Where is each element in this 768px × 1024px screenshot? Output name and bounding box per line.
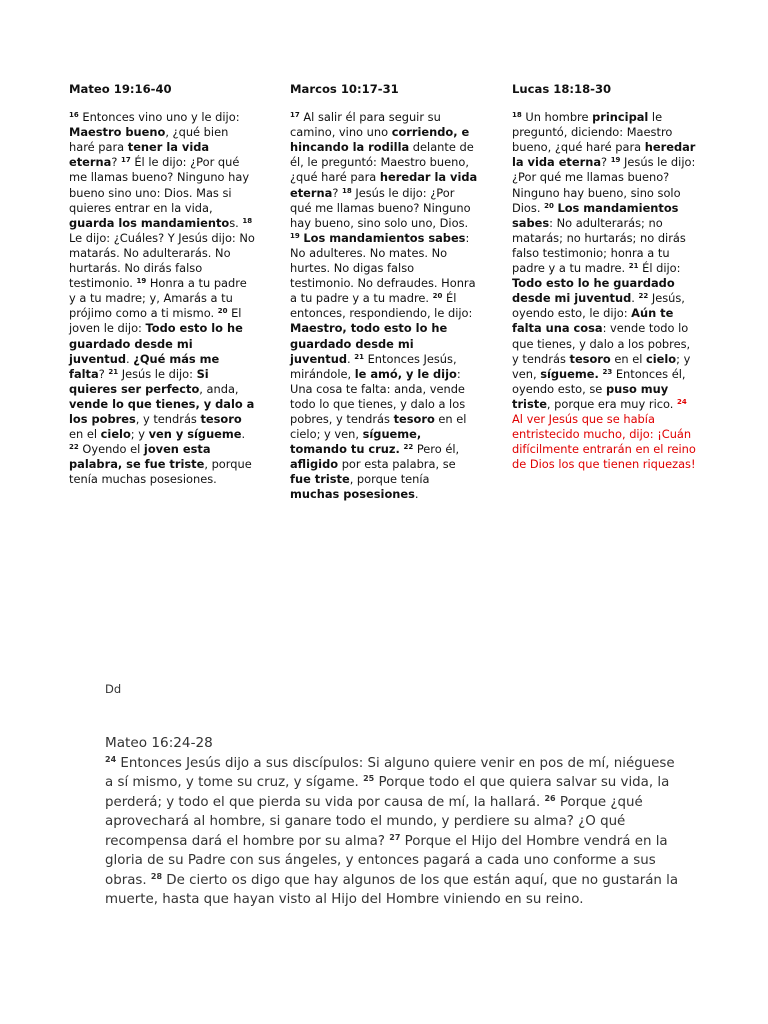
column-title: Mateo 19:16-40 (69, 82, 172, 96)
verse-text: ; y (130, 427, 149, 442)
emphasis-text: sígueme, tomando tu cruz. (290, 427, 422, 457)
verse-number: 27 (389, 832, 401, 842)
verse-text: ? (332, 185, 342, 200)
verse-number: 19 (290, 231, 300, 240)
verse-text: : vende todo lo que tienes, y dalo a los pobres, y tendrás (512, 321, 691, 366)
verse-text: El joven le dijo: (69, 306, 242, 336)
verse-text: Un hombre (521, 110, 593, 125)
passage-text (290, 110, 478, 502)
verse-text: Entonces Jesús, mirándole, (290, 351, 457, 381)
emphasis-text: Los mandamientos sabes (303, 230, 466, 245)
emphasis-text: muchas posesiones (290, 487, 415, 502)
emphasis-text: ¿Qué más me falta (69, 351, 220, 381)
verse-number: 20 (217, 307, 228, 316)
verse-text: Honra a tu padre y a tu madre; y, Amarás a tu prójimo como a ti mismo. (69, 276, 247, 321)
verse-number: 22 (638, 292, 649, 301)
verse-text: Le dijo: ¿Cuáles? Y Jesús dijo: No matarás. No adulterarás. No hurtarás. No dirás falso testimonio. (69, 230, 255, 291)
verse-text: delante de él, le preguntó: Maestro bueno, ¿qué haré para (290, 140, 474, 185)
emphasis-text: cielo (100, 427, 131, 442)
emphasis-text: le amó, y le dijo (354, 366, 457, 381)
emphasis-text: Los mandamientos sabes (512, 200, 679, 230)
verse-number: 24 (105, 754, 117, 764)
verse-number: 28 (150, 871, 163, 881)
verse-text: Porque ¿qué aprovechará al hombre, si ganare todo el mundo, y perdiere su alma? ¿O qué recompensa dará el hombre por su alma? (105, 794, 643, 849)
verse-text: ? (98, 366, 109, 381)
verse-text: en el cielo; y ven, (290, 411, 467, 442)
verse-text: Al salir él para seguir su camino, vino uno (290, 110, 441, 140)
verse-number: 19 (136, 277, 147, 286)
verse-number: 18 (242, 216, 253, 225)
verse-text: Él le dijo: ¿Por qué me llamas bueno? Ninguno hay bueno sino uno: Dios. Mas si quieres entrar en la vida, (69, 155, 250, 215)
verse-text: De cierto os digo que hay algunos de los que están aquí, que no gustarán la muerte, hasta que hayan visto al Hijo del Hombre viniendo en su reino. (105, 872, 679, 907)
verse-text: Oyendo el (78, 442, 144, 457)
emphasis-text: afligido (290, 457, 339, 472)
verse-text: Jesús le dijo: ¿Por qué me llamas bueno? Ninguno hay bueno, sino solo uno, Dios. (290, 185, 471, 230)
verse-text: le preguntó, diciendo: Maestro bueno, ¿qué haré para (512, 110, 673, 155)
emphasis-text: tener la vida eterna (69, 140, 210, 170)
verse-text: Porque todo el que quiera salvar su vida, la perderá; y todo el que pierda su vida por causa de mí, la hallará. (105, 775, 670, 810)
emphasis-text: sígueme. (540, 366, 599, 381)
verse-number: 20 (432, 292, 443, 301)
column-marcos (290, 82, 478, 503)
emphasis-text: Aún te falta una cosa (512, 306, 674, 336)
column-title: Marcos 10:17-31 (290, 82, 399, 96)
verse-text: : No adulterarás; no matarás; no hurtarás; no dirás falso testimonio; honra a tu padre y a tu madre. (512, 215, 686, 276)
verse-text: , porque tenía (349, 472, 430, 487)
emphasis-text: guarda los mandamiento (69, 215, 230, 230)
verse-number: 16 (69, 111, 79, 120)
emphasis-text: heredar la vida eterna (290, 170, 478, 200)
verse-text: Entonces vino uno y le dijo: (78, 110, 240, 125)
emphasis-text: fue triste (290, 472, 350, 487)
verse-text: en el (610, 351, 646, 366)
lower-passage (105, 734, 685, 910)
verse-text: : Una cosa te falta: anda, vende todo lo que tienes, y dalo a los pobres, y tendrás (290, 366, 466, 426)
verse-number: 25 (363, 774, 375, 783)
verse-number: 24 (677, 397, 687, 406)
lower-passage-text (105, 754, 685, 910)
emphasis-text: joven esta palabra, se fue triste (69, 442, 211, 472)
column-mateo (69, 82, 257, 487)
emphasis-text: tesoro (200, 411, 242, 426)
emphasis-text: Maestro, todo esto lo he guardado desde mi juventud (290, 321, 448, 366)
verse-text: , ¿qué bien haré para (69, 125, 229, 155)
verse-text: Pero él, (413, 442, 460, 457)
verse-text: Entonces él, oyendo esto, se (512, 366, 686, 396)
verse-text: ? (601, 155, 611, 170)
passage-text (69, 110, 257, 487)
verse-text: s. (229, 215, 243, 230)
verse-number: 23 (602, 367, 613, 376)
emphasis-text: Todo esto lo he guardado desde mi juventud (512, 276, 675, 306)
verse-text: Él dijo: (638, 261, 681, 276)
column-lucas (512, 82, 700, 472)
verse-text: Jesús le dijo: (118, 366, 197, 381)
passage-text (512, 110, 700, 472)
verse-number: 26 (544, 793, 556, 803)
emphasis-text: heredar la vida eterna (512, 140, 696, 170)
verse-text: . (414, 487, 419, 502)
emphasis-text: vende lo que tienes, y dalo a los pobres (69, 396, 255, 426)
verse-text: Porque el Hijo del Hombre vendrá en la gloria de su Padre con sus ángeles, y entonces pagará a cada uno conforme a sus obras. (105, 833, 668, 888)
verse-number: 17 (120, 156, 131, 165)
verse-text: Él entonces, respondiendo, le dijo: (290, 291, 473, 321)
verse-number: 18 (512, 111, 522, 120)
emphasis-text: corriendo, e hincando la rodilla (290, 125, 470, 155)
verse-number: 17 (290, 111, 300, 120)
verse-text: Jesús, oyendo esto, le dijo: (512, 291, 685, 321)
verse-text: Al ver Jesús que se había entristecido mucho, dijo: ¡Cuán difícilmente entrarán en el reino de Dios los que tienen riquezas! (512, 411, 696, 472)
verse-text: en el (69, 427, 101, 442)
verse-text: Entonces Jesús dijo a sus discípulos: Si alguno quiere venir en pos de mí, niéguese a sí mismo, y tome su cruz, y sígame. (105, 755, 675, 790)
verse-number: 21 (108, 367, 119, 376)
verse-text: , y tendrás (135, 411, 201, 426)
verse-number: 21 (354, 352, 364, 361)
verse-number: 18 (341, 186, 352, 195)
verse-text: , porque era muy rico. (546, 396, 678, 411)
emphasis-text: puso muy triste (512, 381, 669, 411)
emphasis-text: ven y sígueme (148, 427, 242, 442)
lower-passage-title: Mateo 16:24-28 (105, 735, 213, 751)
verse-number: 22 (69, 443, 79, 452)
emphasis-text: cielo (646, 351, 677, 366)
verse-text: . (631, 291, 639, 306)
emphasis-text: tesoro (569, 351, 611, 366)
verse-number: 20 (544, 201, 554, 210)
emphasis-text: Maestro bueno (69, 125, 166, 140)
verse-number: 19 (610, 156, 621, 165)
verse-text: Jesús le dijo: ¿Por qué me llamas bueno? Ninguno hay bueno, sino solo Dios. (512, 155, 696, 215)
emphasis-text: Todo esto lo he guardado desde mi juventud (69, 321, 243, 366)
verse-number: 21 (628, 262, 639, 271)
verse-text: , anda, (199, 381, 239, 396)
emphasis-text: principal (592, 110, 649, 125)
emphasis-text: Si quieres ser perfecto (69, 366, 209, 396)
verse-text: por esta palabra, se (338, 457, 456, 472)
verse-text: ; y ven, (512, 351, 691, 381)
verse-text: . (346, 351, 355, 366)
note-text: Dd (105, 682, 122, 696)
verse-text: : No adulteres. No mates. No hurtes. No digas falso testimonio. No defraudes. Honra a tu padre y a tu madre. (290, 230, 476, 306)
verse-number: 22 (403, 443, 414, 452)
verse-text: . (125, 351, 134, 366)
verse-text: . (241, 427, 246, 442)
column-title: Lucas 18:18-30 (512, 82, 612, 96)
emphasis-text: tesoro (393, 411, 435, 426)
verse-text: , porque tenía muchas posesiones. (69, 457, 252, 487)
verse-text: ? (111, 155, 121, 170)
